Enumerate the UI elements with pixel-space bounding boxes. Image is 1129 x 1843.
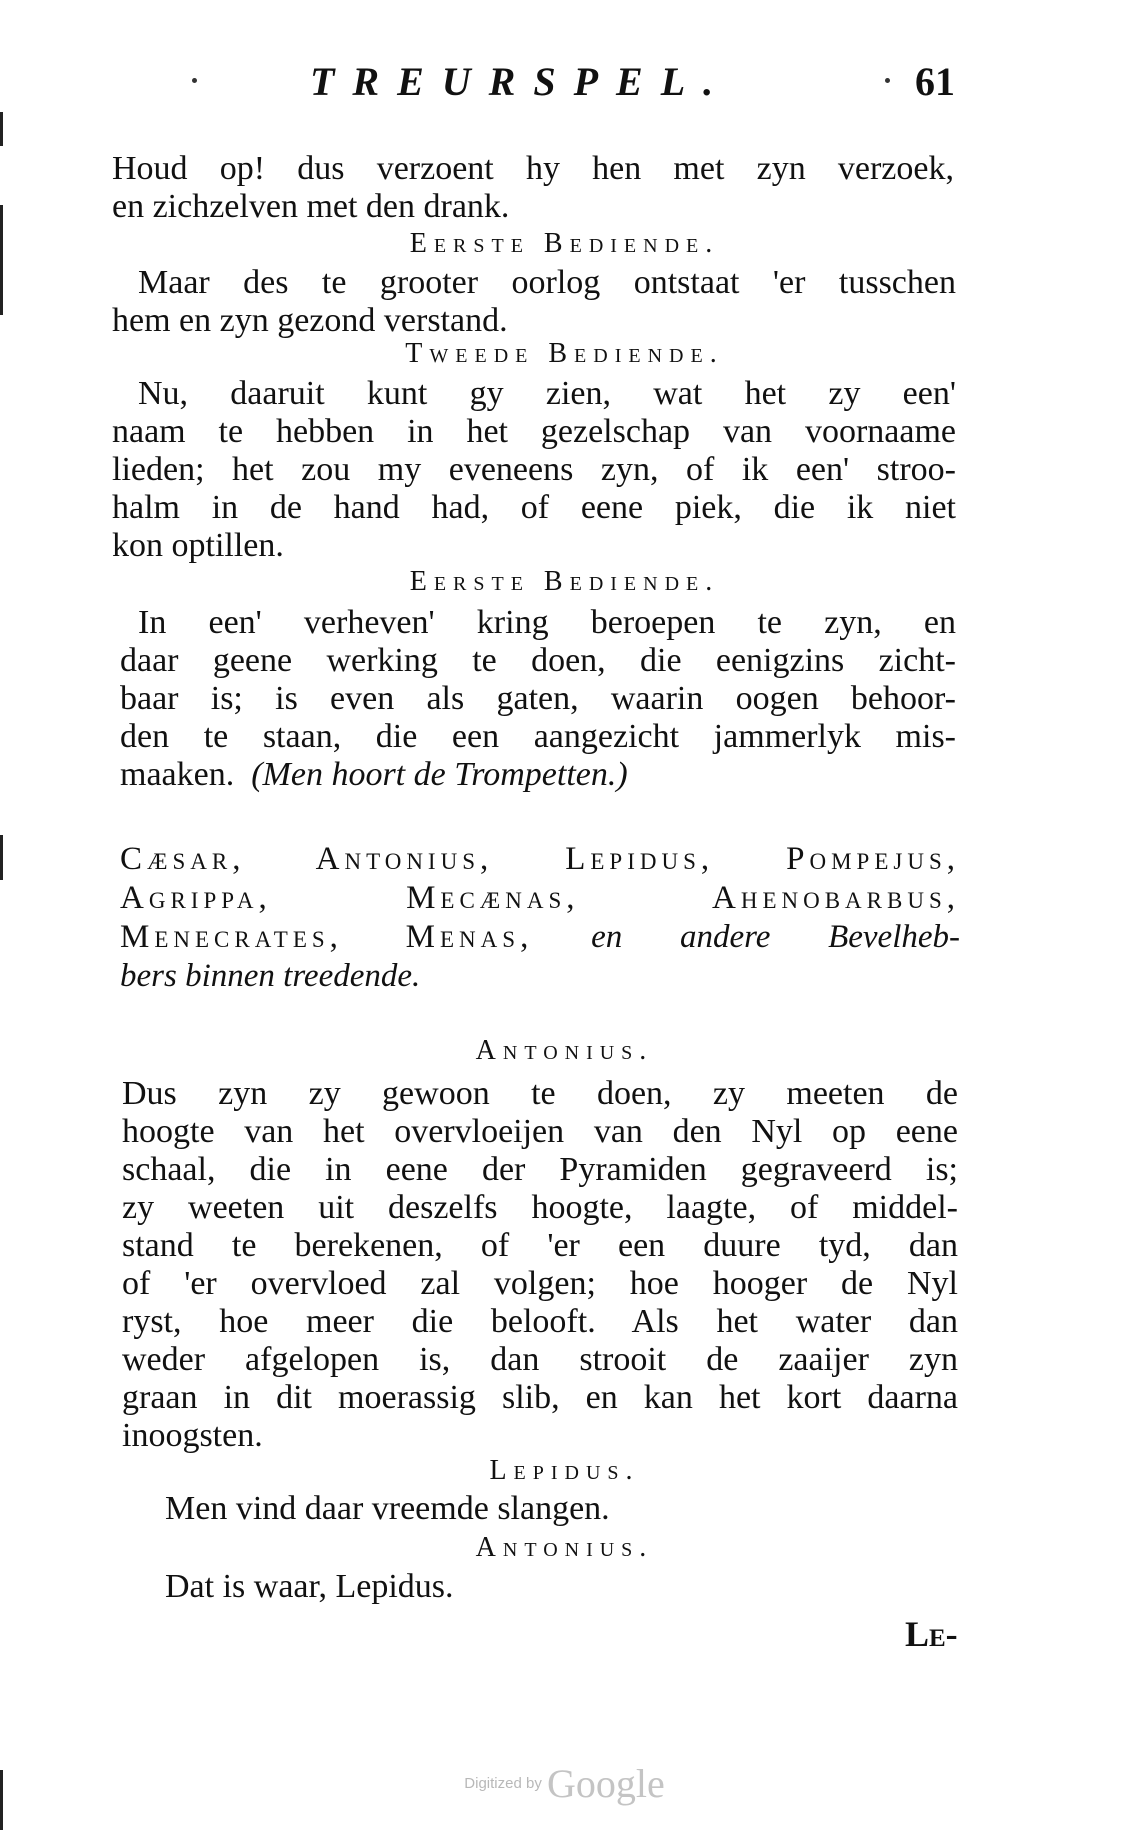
stage-direction: (Men hoort de Trompetten.) [251,756,628,793]
text-line: schaal, die in eene der Pyramiden gegraveerd is; [122,1151,958,1188]
speech-text [138,604,956,642]
cast-line [120,918,960,957]
text-line: weder afgelopen is, dan strooit de zaaijer zyn [122,1341,958,1378]
text-line: den te staan, die een aangezicht jammerlyk mis- [120,718,956,755]
text-line: inoogsten. [122,1417,263,1454]
text-line: Dat is waar, Lepidus. [165,1568,454,1605]
binding-edge-mark [0,205,3,315]
speaker-name: Lepidus. [489,1455,640,1486]
speck [192,78,197,83]
cast-line: Agrippa, Mecænas, Ahenobarbus, [120,880,960,916]
speech-text [138,375,956,413]
speaker-name: Eerste Bediende. [409,228,720,259]
speech-text [122,1075,958,1455]
text-line: daar geene werking te doen, die eenigzins zicht- [120,642,956,679]
text-line: kon optillen. [112,527,284,564]
text-line: In een' verheven' kring beroepen te zyn, en [138,604,956,641]
text-line: Men vind daar vreemde slangen. [165,1490,610,1527]
speech-text [112,302,954,340]
cast-entry [120,840,960,996]
cast-direction: en andere Bevelheb- [591,919,960,955]
speech-text [112,150,954,226]
text-line: ryst, hoe meer die belooft. Als het water dan [122,1303,958,1340]
text-line: naam te hebben in het gezelschap van voornaame [112,413,956,450]
text-line: Maar des te grooter oorlog ontstaat 'er tusschen [138,264,956,301]
speaker-name: Antonius. [475,1035,654,1066]
speaker-name: Antonius. [475,1532,654,1563]
speech-text [165,1490,945,1528]
digitization-watermark [0,1760,1129,1807]
text-line [120,756,956,794]
text-line: hem en zyn gezond verstand. [112,302,508,339]
speech-text [138,264,956,302]
text-line: en zichzelven met den drank. [112,188,510,225]
binding-edge-mark [0,112,3,146]
speech-text [165,1568,945,1606]
catchword: Le- [905,1614,958,1654]
cast-names: Menecrates, Menas, [120,919,534,955]
text-line: graan in dit moerassig slib, en kan het kort daarna [122,1379,958,1416]
speaker-name: Tweede Bediende. [405,338,724,369]
text-line: zy weeten uit deszelfs hoogte, laagte, of middel- [122,1189,958,1226]
speck [885,78,890,83]
cast-line: Cæsar, Antonius, Lepidus, Pompejus, [120,841,960,877]
google-logo: Google [546,1761,665,1806]
watermark-caption: Digitized by [464,1775,542,1792]
text-line: Nu, daaruit kunt gy zien, wat het zy een' [138,375,956,412]
text-line: lieden; het zou my eveneens zyn, of ik een' stroo- [112,451,956,488]
speech-text [120,642,956,794]
speech-text [112,413,956,565]
text-line: stand te berekenen, of 'er een duure tyd, dan [122,1227,958,1264]
text-line: baar is; is even als gaten, waarin oogen behoor- [120,680,956,717]
text-line: Houd op! dus verzoent hy hen met zyn verzoek, [112,150,954,187]
page-number: 61 [915,59,955,104]
text-fragment: maaken. [120,756,235,793]
text-line: halm in de hand had, of eene piek, die ik niet [112,489,956,526]
cast-line: bers binnen treedende. [120,958,421,994]
speaker-name: Eerste Bediende. [409,566,720,597]
text-line: of 'er overvloed zal volgen; hoe hooger de Nyl [122,1265,958,1302]
text-line: hoogte van het overvloeijen van den Nyl op eene [122,1113,958,1150]
text-line: Dus zyn zy gewoon te doen, zy meeten de [122,1075,958,1112]
running-head: TREURSPEL. [310,59,732,104]
binding-edge-mark [0,835,3,880]
